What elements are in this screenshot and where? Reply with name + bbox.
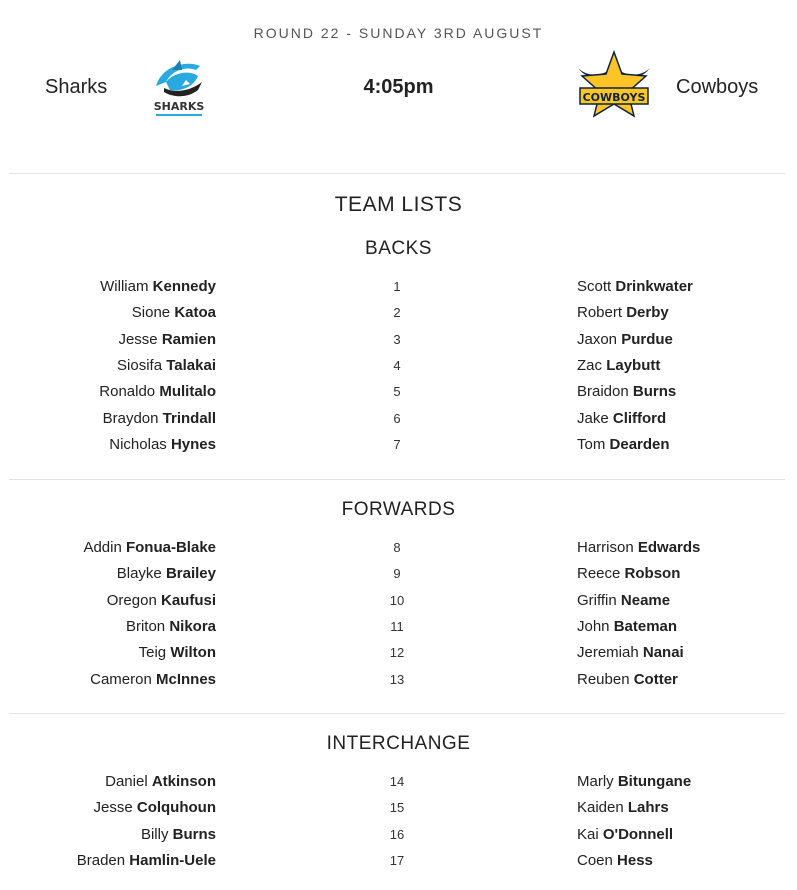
player-first-name: Cameron <box>90 670 152 688</box>
player-row <box>0 537 797 559</box>
player-surname: Hamlin-Uele <box>129 851 216 869</box>
jersey-number: 10 <box>389 592 405 608</box>
player-first-name: Addin <box>83 539 122 556</box>
cowboys-logo-icon[interactable] <box>576 50 652 124</box>
player-row <box>0 355 797 377</box>
player-first-name: Marly <box>577 773 614 790</box>
player-first-name: Braydon <box>102 409 159 427</box>
away-player[interactable] <box>577 642 684 664</box>
section-title-interchange: INTERCHANGE <box>326 733 471 754</box>
player-first-name: Jake <box>577 409 609 427</box>
player-row <box>0 276 797 298</box>
jersey-number: 11 <box>390 618 404 634</box>
player-first-name: Jeremiah <box>577 644 639 662</box>
player-surname: Mulitalo <box>159 383 216 401</box>
jersey-number: 7 <box>393 436 401 452</box>
away-player[interactable] <box>577 590 670 612</box>
player-surname: Hess <box>617 851 653 869</box>
player-surname: Clifford <box>612 409 667 427</box>
player-row <box>0 590 797 612</box>
away-player[interactable] <box>577 381 676 403</box>
section-title-forwards: FORWARDS <box>341 499 456 520</box>
jersey-number: 2 <box>393 305 401 321</box>
away-player[interactable] <box>577 537 700 559</box>
kickoff-time: 4:05pm <box>363 76 434 98</box>
home-player[interactable] <box>118 329 216 351</box>
player-first-name: Briton <box>125 617 166 635</box>
player-first-name: Siosifa <box>117 356 163 374</box>
jersey-number: 4 <box>393 357 401 373</box>
player-first-name: Griffin <box>577 591 617 609</box>
player-first-name: William <box>100 278 149 295</box>
player-surname: Cotter <box>633 670 678 688</box>
away-player[interactable] <box>577 824 673 846</box>
player-first-name: Robert <box>577 304 623 322</box>
home-player[interactable] <box>107 590 216 612</box>
round-date-heading: ROUND 22 - SUNDAY 3RD AUGUST <box>253 25 544 41</box>
player-surname: Hynes <box>170 435 216 453</box>
player-surname: Trindall <box>162 409 216 427</box>
player-surname: Nikora <box>169 617 216 635</box>
away-player[interactable] <box>577 302 669 324</box>
player-first-name: Scott <box>577 278 612 295</box>
player-surname: Bitungane <box>617 773 692 790</box>
jersey-number: 9 <box>393 566 401 582</box>
player-surname: Ramien <box>161 330 216 348</box>
home-player[interactable] <box>141 824 216 846</box>
player-first-name: John <box>577 617 610 635</box>
player-first-name: Harrison <box>577 539 634 556</box>
player-first-name: Braden <box>76 851 126 869</box>
player-surname: Wilton <box>170 644 216 662</box>
team-lists-title: TEAM LISTS <box>334 193 463 216</box>
player-row <box>0 302 797 324</box>
home-player[interactable] <box>103 408 216 430</box>
svg-text:COWBOYS: COWBOYS <box>582 91 646 104</box>
player-surname: Lahrs <box>627 799 669 817</box>
player-first-name: Billy <box>140 825 169 843</box>
player-row <box>0 434 797 456</box>
away-player[interactable] <box>577 276 693 298</box>
player-surname: Burns <box>172 825 216 843</box>
player-first-name: Reuben <box>577 670 630 688</box>
jersey-number: 13 <box>389 671 405 687</box>
player-first-name: Braidon <box>577 383 629 401</box>
away-player[interactable] <box>577 355 660 377</box>
player-surname: Laybutt <box>606 356 661 374</box>
jersey-number: 1 <box>393 279 401 294</box>
player-surname: Kennedy <box>152 278 216 295</box>
player-surname: Burns <box>632 383 677 401</box>
player-first-name: Reece <box>577 565 621 583</box>
player-surname: Atkinson <box>151 773 216 790</box>
player-row <box>0 408 797 430</box>
jersey-number: 8 <box>393 540 401 555</box>
jersey-number: 5 <box>393 384 401 400</box>
player-surname: Purdue <box>621 330 673 348</box>
player-surname: Neame <box>620 591 671 609</box>
player-surname: Drinkwater <box>615 278 693 295</box>
home-player[interactable] <box>105 771 216 793</box>
jersey-number: 3 <box>393 331 401 347</box>
player-surname: Nanai <box>642 644 684 662</box>
jersey-number: 12 <box>389 645 405 661</box>
divider <box>9 713 785 714</box>
player-first-name: Jaxon <box>577 330 618 348</box>
player-first-name: Jesse <box>118 330 158 348</box>
player-first-name: Coen <box>577 851 613 869</box>
player-surname: Brailey <box>165 565 216 583</box>
player-first-name: Tom <box>577 435 606 453</box>
away-team-name[interactable]: Cowboys <box>676 76 759 98</box>
player-row <box>0 563 797 585</box>
player-surname: Colquhoun <box>136 799 216 817</box>
away-player[interactable] <box>577 669 678 691</box>
divider <box>9 173 785 174</box>
player-surname: Katoa <box>174 304 216 322</box>
home-team-name[interactable]: Sharks <box>45 76 108 98</box>
player-first-name: Teig <box>138 644 167 662</box>
player-first-name: Oregon <box>106 591 157 609</box>
player-row <box>0 616 797 638</box>
away-player[interactable] <box>577 797 669 819</box>
away-player[interactable] <box>577 329 673 351</box>
player-first-name: Zac <box>577 356 603 374</box>
player-row <box>0 797 797 819</box>
player-first-name: Kaiden <box>577 799 624 817</box>
jersey-number: 16 <box>389 826 405 842</box>
jersey-number: 6 <box>393 410 401 426</box>
player-surname: Edwards <box>637 539 701 556</box>
player-surname: Talakai <box>166 356 216 374</box>
player-first-name: Sione <box>131 304 171 322</box>
player-row <box>0 850 797 872</box>
player-first-name: Nicholas <box>109 435 167 453</box>
player-first-name: Ronaldo <box>99 383 156 401</box>
jersey-number: 17 <box>389 852 405 868</box>
player-row <box>0 381 797 403</box>
home-player[interactable] <box>77 850 216 872</box>
home-player[interactable] <box>90 669 216 691</box>
home-player[interactable] <box>117 355 216 377</box>
away-player[interactable] <box>577 771 691 793</box>
home-player[interactable] <box>126 616 216 638</box>
home-player[interactable] <box>94 797 217 819</box>
section-title-backs: BACKS <box>365 238 432 259</box>
away-player[interactable] <box>577 434 670 456</box>
player-surname: Derby <box>626 304 669 322</box>
home-player[interactable] <box>99 381 216 403</box>
away-player[interactable] <box>577 616 677 638</box>
player-surname: O'Donnell <box>602 825 674 843</box>
home-player[interactable] <box>83 537 216 559</box>
player-surname: Robson <box>624 565 681 583</box>
player-surname: Kaufusi <box>160 591 216 609</box>
home-player[interactable] <box>100 276 216 298</box>
player-first-name: Daniel <box>105 773 148 790</box>
player-first-name: Jesse <box>93 799 133 817</box>
player-surname: Fonua-Blake <box>125 539 216 556</box>
away-player[interactable] <box>577 408 666 430</box>
jersey-number: 14 <box>389 774 405 789</box>
player-surname: Dearden <box>609 435 670 453</box>
away-player[interactable] <box>577 563 680 585</box>
player-surname: Bateman <box>613 617 678 635</box>
player-first-name: Blayke <box>116 565 162 583</box>
player-row <box>0 329 797 351</box>
home-player[interactable] <box>117 563 216 585</box>
player-row <box>0 669 797 691</box>
divider <box>9 479 785 480</box>
player-row <box>0 771 797 793</box>
svg-text:SHARKS: SHARKS <box>153 100 205 113</box>
away-player[interactable] <box>577 850 653 872</box>
player-row <box>0 642 797 664</box>
home-player[interactable] <box>109 434 216 456</box>
player-surname: McInnes <box>155 670 216 688</box>
player-first-name: Kai <box>577 825 599 843</box>
jersey-number: 15 <box>389 800 405 816</box>
home-player[interactable] <box>139 642 216 664</box>
home-player[interactable] <box>132 302 216 324</box>
player-row <box>0 824 797 846</box>
